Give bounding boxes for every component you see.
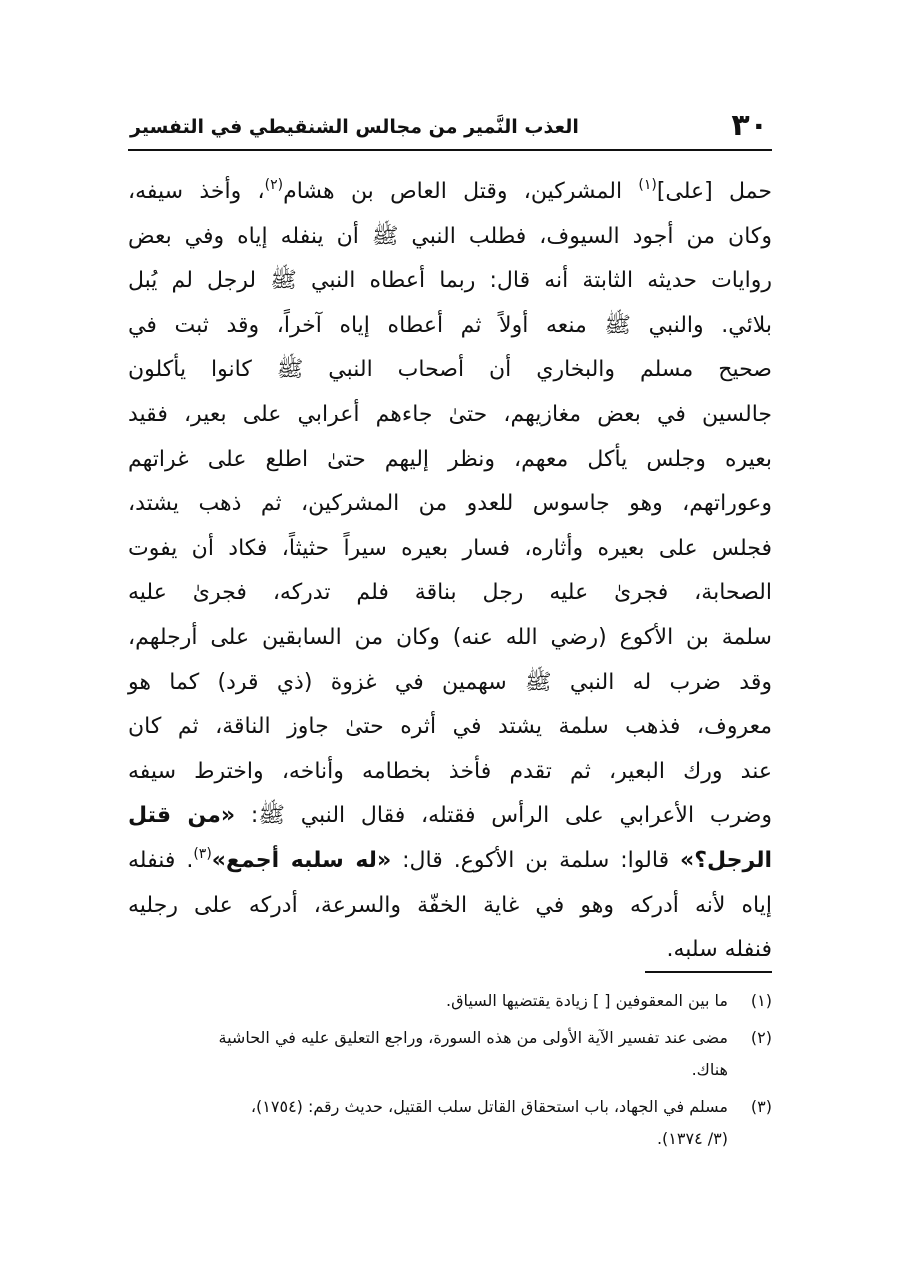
footnote-ref-3: (٣) [193, 845, 212, 862]
text-line-15 [128, 794, 772, 839]
text-line-2: وكان من أجود السيوف، فطلب النبي ﷺ أن ينفله إياه وفي بعض [128, 223, 772, 249]
text-line-7: بعيره وجلس يأكل معهم، ونظر إليهم حتىٰ اطلع على غراتهم [128, 446, 772, 472]
footnote-text [128, 1022, 728, 1086]
text-segment: . فنفله [128, 847, 194, 873]
footnote-number: (١) [750, 991, 772, 1010]
text-segment: قالوا: سلمة بن الأكوع. قال: [391, 847, 681, 873]
text-line-17: إياه لأنه أدركه وهو في غاية الخفّة والسرعة، أدركه على رجليه [128, 892, 772, 918]
footnote-line: هناك. [691, 1060, 728, 1079]
footnote-number: (٣) [750, 1097, 772, 1116]
text-line-11: سلمة بن الأكوع (رضي الله عنه) وكان من السابقين على أرجلهم، [128, 624, 772, 650]
footnote-line: ما بين المعقوفين [ ] زيادة يقتضيها السياق. [446, 991, 728, 1010]
text-segment: وضرب الأعرابي على الرأس فقتله، فقال النبي ﷺ: [235, 803, 773, 829]
body-text [128, 170, 772, 973]
text-line-13: معروف، فذهب سلمة يشتد في أثره حتىٰ جاوز الناقة، ثم كان [128, 714, 772, 740]
text-line-1 [128, 170, 772, 215]
text-segment: ، وأخذ سيفه، [128, 179, 265, 204]
footnote-line: (٣/ ١٣٧٤). [656, 1129, 728, 1148]
footnote-line: مسلم في الجهاد، باب استحقاق القاتل سلب القتيل، حديث رقم: (١٧٥٤)، [250, 1097, 728, 1116]
footnote-text [128, 985, 728, 1017]
footnote-3 [128, 1091, 772, 1155]
text-line-8: وعوراتهم، وهو جاسوس للعدو من المشركين، ثم ذهب يشتد، [128, 491, 772, 517]
text-line-18: فنفله سلبه. [666, 937, 772, 963]
text-line-16 [128, 839, 772, 884]
text-line-12: وقد ضرب له النبي ﷺ سهمين في غزوة (ذي قرد) كما هو [128, 669, 772, 695]
text-segment: المشركين، وقتل العاص بن هشام [283, 179, 639, 204]
footnote-1 [128, 985, 772, 1017]
text-line-4: بلائي. والنبي ﷺ منعه أولاً ثم أعطاه إياه آخراً، وقد ثبت في [128, 312, 772, 338]
book-title: العذب النَّمير من مجالس الشنقيطي في التفسير [130, 116, 579, 138]
text-line-3: روايات حديثه الثابتة أنه قال: ربما أعطاه النبي ﷺ لرجل لم يُبل [128, 268, 772, 294]
text-line-9: فجلس على بعيره وأثاره، فسار بعيره سيراً حثيثاً، فكاد أن يفوت [128, 535, 772, 561]
text-segment: حمل [على] [656, 179, 772, 204]
footnotes [128, 985, 772, 1160]
footnote-2 [128, 1022, 772, 1086]
running-head [128, 106, 772, 150]
footnote-ref-2: (٢) [264, 177, 284, 193]
page-number: ٣٠ [731, 108, 768, 143]
text-line-14: عند ورك البعير، ثم تقدم فأخذ بخطامه وأناخه، واخترط سيفه [128, 758, 772, 784]
hadith-quote: الرجل؟» [680, 847, 772, 873]
footnote-text [128, 1091, 728, 1155]
footnote-line: مضى عند تفسير الآية الأولى من هذه السورة، وراجع التعليق عليه في الحاشية [218, 1028, 728, 1047]
footnote-number: (٢) [750, 1028, 772, 1047]
text-line-6: جالسين في بعض مغازيهم، حتىٰ جاءهم أعرابي على بعير، فقيد [128, 401, 772, 427]
text-line-5: صحيح مسلم والبخاري أن أصحاب النبي ﷺ كانوا يأكلون [128, 357, 772, 383]
text-line-10: الصحابة، فجرىٰ عليه رجل بناقة فلم تدركه، فجرىٰ عليه [128, 580, 772, 606]
footnote-ref-1: (١) [638, 177, 657, 193]
header-rule [128, 149, 772, 151]
hadith-quote: «من قتل [128, 803, 236, 829]
hadith-quote: «له سلبه أجمع» [211, 847, 392, 873]
footnote-rule [645, 971, 772, 973]
